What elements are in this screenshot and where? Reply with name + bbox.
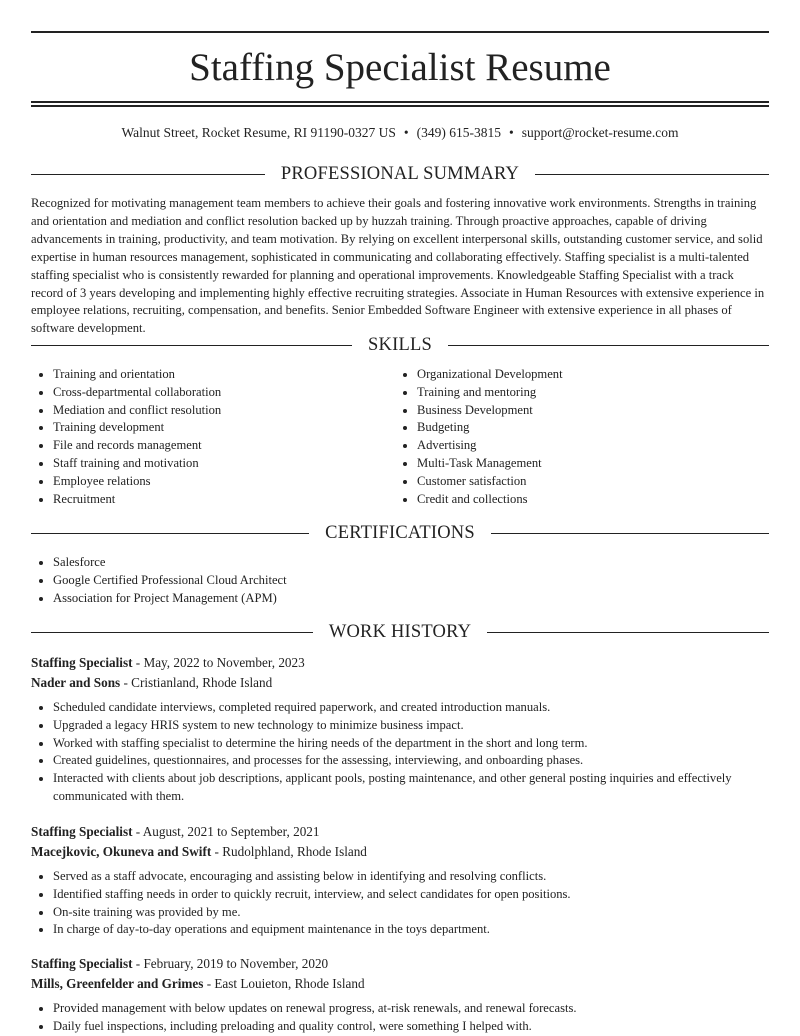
heading-rule <box>31 533 309 534</box>
job-dates: - May, 2022 to November, 2023 <box>132 655 305 670</box>
skill-item: • Staff training and motivation <box>53 455 413 473</box>
job-bullet: • On-site training was provided by me. <box>53 904 769 922</box>
title-double-rule <box>31 101 769 107</box>
skill-item: • Recruitment <box>53 491 413 509</box>
skill-item: • Training and orientation <box>53 366 413 384</box>
job-company: Nader and Sons <box>31 674 121 690</box>
job-bullet: • Interacted with clients about job descriptions, applicant pools, posting maintenance, and other general posting inquiries and effectively communicated with them. <box>53 770 769 806</box>
skill-item: • Business Development <box>417 402 791 420</box>
heading-rule <box>491 533 769 534</box>
job-title: Staffing Specialist <box>31 824 133 839</box>
skill-item: • Training and mentoring <box>417 384 791 402</box>
skill-item: • Training development <box>53 419 413 437</box>
contact-email[interactable]: support@rocket-resume.com <box>521 125 679 140</box>
certifications-list <box>31 554 791 607</box>
skill-item: • Organizational Development <box>417 366 791 384</box>
job-bullets <box>31 1000 769 1036</box>
section-label: PROFESSIONAL SUMMARY <box>280 164 520 184</box>
job-bullets <box>31 699 769 806</box>
job-bullet: • Created guidelines, questionnaires, and processes for the assessing, interviewing, and onboarding phases. <box>53 752 769 770</box>
section-heading-certifications <box>31 521 769 545</box>
contact-separator: • <box>403 125 409 140</box>
job-title: Staffing Specialist <box>31 956 133 971</box>
skill-item: • Employee relations <box>53 473 413 491</box>
job-location: - Rudolphland, Rhode Island <box>211 843 367 859</box>
section-label: WORK HISTORY <box>328 622 472 642</box>
job-bullet: • Upgraded a legacy HRIS system to new technology to minimize business impact. <box>53 717 769 735</box>
job-company-line <box>31 974 769 994</box>
job-bullet: • In charge of day-to-day operations and equipment maintenance in the toys department. <box>53 921 769 939</box>
skill-item: • Advertising <box>417 437 791 455</box>
skill-item: • Mediation and conflict resolution <box>53 402 413 420</box>
job-entry <box>31 653 769 806</box>
job-company-line <box>31 842 769 862</box>
summary-text: Recognized for motivating management team members to achieve their goals and fostering innovative work environments. Strengths in training and orientation and mediation and conflict resolution backed up by huzzah training. Through proactive approaches, capable of driving advancements in training, productivity, and team motivation. By relying on excellent interpersonal skills, outstanding customer service, and solid expertise in human resources management, sophisticated in communicating and collaborating effectively. Staffing specialist is a multi-talented staffing specialist who is consistently rewarded for planning and operational improvements. Knowledgeable Staffing Specialist with a track record of 3 years developing and implementing highly effective recruiting strategies. Associate in Human Resources with extensive experience in employee relations, recruiting, compensation, and benefits. Senior Embedded Software Engineer with extensive experience in all phases of software development. <box>31 196 765 336</box>
skills-list-right <box>395 366 791 508</box>
skill-item: • Multi-Task Management <box>417 455 791 473</box>
certification-item: • Association for Project Management (APM) <box>53 590 791 608</box>
job-bullet: • Identified staffing needs in order to quickly recruit, interview, and select candidates for open positions. <box>53 886 769 904</box>
section-label: CERTIFICATIONS <box>325 523 475 543</box>
job-bullets <box>31 868 769 939</box>
skills-list-left <box>31 366 413 508</box>
job-company: Mills, Greenfelder and Grimes <box>31 975 204 991</box>
job-title-line <box>31 954 769 974</box>
skill-item: • Customer satisfaction <box>417 473 791 491</box>
skill-item: • File and records management <box>53 437 413 455</box>
job-entry <box>31 954 769 1036</box>
section-heading-skills <box>31 333 769 357</box>
job-bullet: • Scheduled candidate interviews, completed required paperwork, and created introduction manuals. <box>53 699 769 717</box>
contact-address: Walnut Street, Rocket Resume, RI 91190-0327 US <box>121 125 396 140</box>
skill-item: • Budgeting <box>417 419 791 437</box>
job-bullet: • Daily fuel inspections, including preloading and quality control, were something I helped with. <box>53 1018 769 1036</box>
job-title-line <box>31 653 769 673</box>
job-bullet: • Provided management with below updates on renewal progress, at-risk renewals, and renewal forecasts. <box>53 1000 769 1018</box>
job-dates: - August, 2021 to September, 2021 <box>132 824 320 839</box>
certification-item: • Google Certified Professional Cloud Architect <box>53 572 791 590</box>
skill-item: • Credit and collections <box>417 491 791 509</box>
certification-item: • Salesforce <box>53 554 791 572</box>
skill-item: • Cross-departmental collaboration <box>53 384 413 402</box>
job-location: - East Louieton, Rhode Island <box>203 975 365 991</box>
job-bullet: • Served as a staff advocate, encouraging and assisting below in identifying and resolving conflicts. <box>53 868 769 886</box>
contact-separator: • <box>509 125 514 140</box>
contact-line <box>31 124 769 142</box>
job-company: Macejkovic, Okuneva and Swift <box>31 843 212 859</box>
job-dates: - February, 2019 to November, 2020 <box>132 956 329 971</box>
job-company-line <box>31 673 769 693</box>
job-bullet: • Worked with staffing specialist to determine the hiring needs of the department in the short and long term. <box>53 735 769 753</box>
heading-rule <box>31 174 265 175</box>
heading-rule <box>31 632 313 633</box>
resume-title: Staffing Specialist Resume <box>189 46 611 89</box>
top-rule <box>31 31 769 33</box>
heading-rule <box>487 632 769 633</box>
contact-phone: (349) 615-3815 <box>416 125 501 140</box>
heading-rule <box>31 345 352 346</box>
section-label: SKILLS <box>368 335 432 355</box>
job-location: - Cristianland, Rhode Island <box>120 674 273 690</box>
section-heading-work-history <box>31 620 769 644</box>
job-title-line <box>31 822 769 842</box>
job-title: Staffing Specialist <box>31 655 133 670</box>
section-heading-summary <box>31 162 769 186</box>
heading-rule <box>448 345 769 346</box>
heading-rule <box>535 174 769 175</box>
job-entry <box>31 822 769 939</box>
